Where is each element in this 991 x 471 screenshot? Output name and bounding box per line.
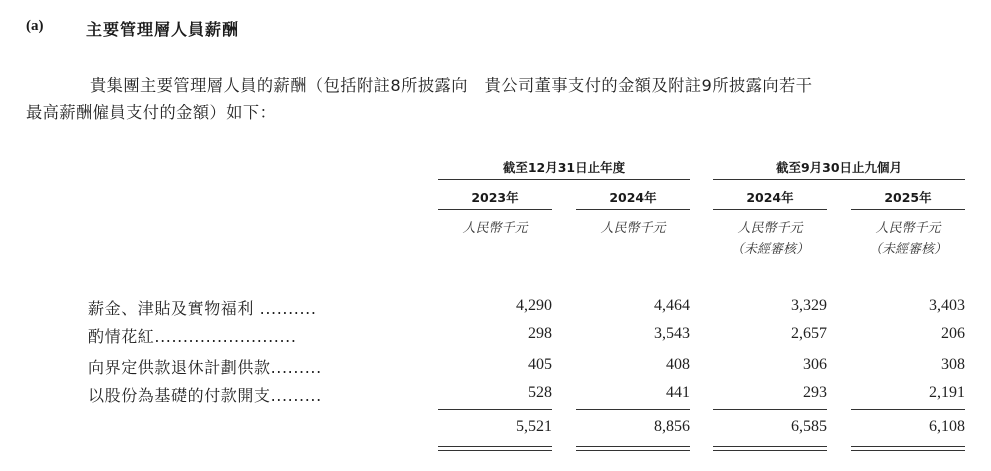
group-header-nine-months: 截至9月30日止九個月	[775, 160, 903, 175]
subtotal-rule-1	[438, 409, 552, 410]
cell-share-based-2024: 441	[666, 384, 690, 401]
unit-text: 人民幣千元	[600, 221, 666, 236]
section-title: 主要管理層人員薪酬	[86, 20, 240, 39]
column-unit-2	[576, 218, 690, 239]
cell-pension-2024: 408	[666, 356, 690, 373]
group-rule-year-ended	[438, 179, 690, 180]
subtotal-rule-3	[713, 409, 827, 410]
cell-salaries-2023: 4,290	[516, 297, 552, 314]
cell-share-based-2024-9m: 293	[803, 384, 827, 401]
column-year-2: 2024年	[609, 190, 657, 205]
column-rule-1	[438, 209, 552, 210]
total-double-rule-3	[713, 446, 827, 451]
row-label-pension: 向界定供款退休計劃供款.........	[88, 358, 322, 377]
unaudited-note: （未經審核）	[868, 242, 947, 257]
total-double-rule-2	[576, 446, 690, 451]
subtotal-rule-2	[576, 409, 690, 410]
unaudited-note: （未經審核）	[730, 242, 809, 257]
cell-share-based-2025-9m: 2,191	[929, 384, 965, 401]
row-label-share-based: 以股份為基礎的付款開支.........	[88, 386, 322, 405]
column-year-3: 2024年	[746, 190, 794, 205]
intro-paragraph	[26, 72, 971, 126]
unit-text: 人民幣千元	[875, 221, 941, 236]
total-double-rule-4	[851, 446, 965, 451]
column-unit-1	[438, 218, 552, 239]
cell-bonus-2024: 3,543	[654, 325, 690, 342]
unit-text: 人民幣千元	[462, 221, 528, 236]
cell-share-based-2023: 528	[528, 384, 552, 401]
column-unit-3	[713, 218, 827, 260]
group-rule-nine-months	[713, 179, 965, 180]
cell-bonus-2025-9m: 206	[941, 325, 965, 342]
cell-pension-2024-9m: 306	[803, 356, 827, 373]
cell-pension-2025-9m: 308	[941, 356, 965, 373]
column-year-4: 2025年	[884, 190, 932, 205]
paragraph-line-2: 最高薪酬僱員支付的金額）如下：	[26, 103, 277, 122]
column-rule-2	[576, 209, 690, 210]
cell-pension-2023: 405	[528, 356, 552, 373]
row-label-bonus: 酌情花紅.........................	[88, 327, 297, 346]
cell-salaries-2025-9m: 3,403	[929, 297, 965, 314]
total-double-rule-1	[438, 446, 552, 451]
unit-text: 人民幣千元	[737, 221, 803, 236]
column-rule-4	[851, 209, 965, 210]
cell-salaries-2024: 4,464	[654, 297, 690, 314]
total-2024-9m: 6,585	[791, 418, 827, 435]
total-2025-9m: 6,108	[929, 418, 965, 435]
total-2024: 8,856	[654, 418, 690, 435]
subtotal-rule-4	[851, 409, 965, 410]
section-id: (a)	[26, 18, 44, 34]
cell-bonus-2024-9m: 2,657	[791, 325, 827, 342]
cell-salaries-2024-9m: 3,329	[791, 297, 827, 314]
cell-bonus-2023: 298	[528, 325, 552, 342]
row-label-salaries: 薪金、津貼及實物福利 ..........	[88, 299, 317, 318]
group-header-year-ended: 截至12月31日止年度	[502, 160, 626, 175]
column-unit-4	[851, 218, 965, 260]
column-year-1: 2023年	[471, 190, 519, 205]
paragraph-line-1: 貴集團主要管理層人員的薪酬（包括附註8所披露向 貴公司董事支付的金額及附註9所披露向若干	[90, 76, 813, 95]
total-2023: 5,521	[516, 418, 552, 435]
column-rule-3	[713, 209, 827, 210]
